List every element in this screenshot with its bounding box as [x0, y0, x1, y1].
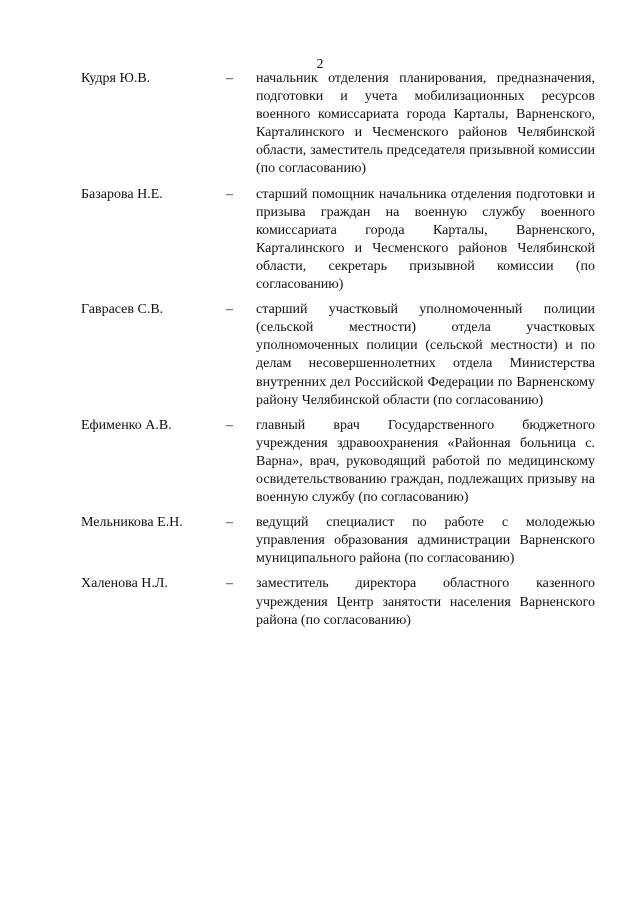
- member-name: Халенова Н.Л.: [81, 576, 168, 592]
- member-name: Мельникова Е.Н.: [81, 515, 183, 531]
- member-entry: [0, 514, 640, 568]
- member-position: заместитель директора областного казенного учреждения Центр занятости населения Варненского района (по согласованию): [256, 576, 595, 628]
- member-name: Ефименко А.В.: [81, 417, 172, 433]
- dash-separator: –: [226, 186, 233, 202]
- dash-separator: –: [226, 515, 233, 531]
- member-position: ведущий специалист по работе с молодежью управления образования администрации Варненского муниципального района (по согласованию): [256, 515, 595, 567]
- member-entry: [0, 301, 640, 410]
- dash-separator: –: [226, 417, 233, 433]
- member-position: старший помощник начальника отделения подготовки и призыва граждан на военную службу военного комиссариата города Карталы, Варненского, Карталинского и Чесменского районов Челябинской области, секретарь призывной комиссии (по согласованию): [256, 186, 595, 293]
- member-position: главный врач Государственного бюджетного учреждения здравоохранения «Районная больница с. Варна», врач, руководящий работой по медицинскому освидетельствованию граждан, подлежащих призыву на военную службу (по согласованию): [256, 417, 595, 506]
- member-position: начальник отделения планирования, предназначения, подготовки и учета мобилизационных ресурсов военного комиссариата города Карталы, Варненского, Карталинского и Чесменского районов Челябинской области, заместитель председателя призывной комиссии (по согласованию): [256, 71, 595, 177]
- member-entry: [0, 186, 640, 295]
- dash-separator: –: [226, 71, 233, 86]
- member-entry: [0, 70, 640, 179]
- member-entry: [0, 417, 640, 507]
- member-name: Гаврасев С.В.: [81, 302, 164, 318]
- member-name: Базарова Н.Е.: [81, 186, 163, 202]
- dash-separator: –: [226, 576, 233, 592]
- member-position: старший участковый уполномоченный полиции (сельской местности) отдела участковых уполномоченных полиции (сельской местности) и по делам несовершеннолетних отдела Министерства внутренних дел Российской Федерации по Варненскому району Челябинской области (по согласованию): [256, 302, 595, 408]
- member-name: Кудря Ю.В.: [81, 71, 151, 86]
- member-entry: [0, 575, 640, 629]
- commission-member-list: [0, 70, 640, 637]
- page-number: 2: [316, 57, 324, 72]
- dash-separator: –: [226, 302, 233, 318]
